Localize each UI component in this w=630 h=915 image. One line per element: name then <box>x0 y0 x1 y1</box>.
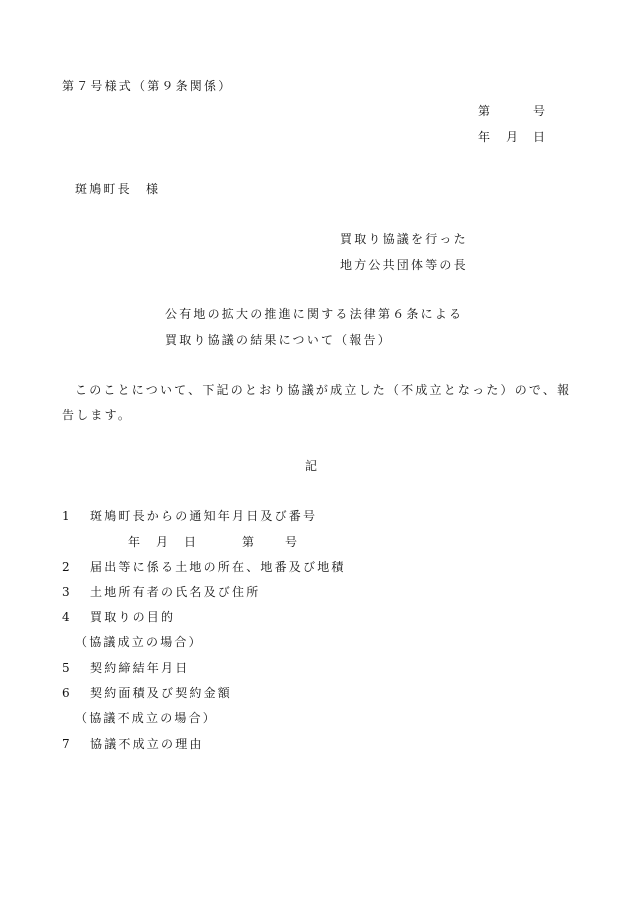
ki-heading: 記 <box>305 459 320 473</box>
item-5-number: 5 <box>62 661 72 675</box>
item-1-sub-no-suffix: 号 <box>285 535 300 549</box>
item-4-text: 買取りの目的 <box>90 610 176 624</box>
item-3-text: 土地所有者の氏名及び住所 <box>90 585 261 599</box>
addressee: 斑鳩町長 様 <box>75 182 161 196</box>
sender-line-2: 地方公共団体等の長 <box>340 258 468 272</box>
title-line-1: 公有地の拡大の推進に関する法律第６条による <box>165 307 464 321</box>
group-label-failure: （協議不成立の場合） <box>75 711 218 725</box>
group-label-success: （協議成立の場合） <box>75 635 203 649</box>
body-line-1: このことについて、下記のとおり協議が成立した（不成立となった）ので、報 <box>75 383 572 397</box>
item-6-number: 6 <box>62 686 72 700</box>
sender-line-1: 買取り協議を行った <box>340 232 468 246</box>
item-7-text: 協議不成立の理由 <box>90 737 204 751</box>
item-3-number: 3 <box>62 585 72 599</box>
title-line-2: 買取り協議の結果について（報告） <box>165 333 392 347</box>
item-5 <box>62 661 189 675</box>
item-2-text: 届出等に係る土地の所在、地番及び地積 <box>90 560 346 574</box>
document-number-suffix: 号 <box>533 104 548 118</box>
date-month-label: 月 <box>506 130 521 144</box>
item-1 <box>62 509 317 523</box>
item-2 <box>62 560 346 574</box>
item-1-text: 斑鳩町長からの通知年月日及び番号 <box>90 509 318 523</box>
item-1-sub-day: 日 <box>184 535 199 549</box>
item-5-text: 契約締結年月日 <box>90 661 190 675</box>
form-label: 第７号様式（第９条関係） <box>62 79 233 93</box>
item-1-number: 1 <box>62 509 72 523</box>
item-2-number: 2 <box>62 560 72 574</box>
item-3 <box>62 585 260 599</box>
date-day-label: 日 <box>533 130 548 144</box>
item-1-sub-month: 月 <box>156 535 171 549</box>
item-7 <box>62 737 204 751</box>
item-4 <box>62 610 175 624</box>
item-1-sub-year: 年 <box>128 535 143 549</box>
item-6-text: 契約面積及び契約金額 <box>90 686 233 700</box>
document-number-prefix: 第 <box>478 104 493 118</box>
item-7-number: 7 <box>62 737 72 751</box>
item-1-sub-no-prefix: 第 <box>242 535 257 549</box>
item-4-number: 4 <box>62 610 72 624</box>
body-line-2: 告します。 <box>62 408 133 422</box>
date-year-label: 年 <box>478 130 493 144</box>
item-6 <box>62 686 232 700</box>
